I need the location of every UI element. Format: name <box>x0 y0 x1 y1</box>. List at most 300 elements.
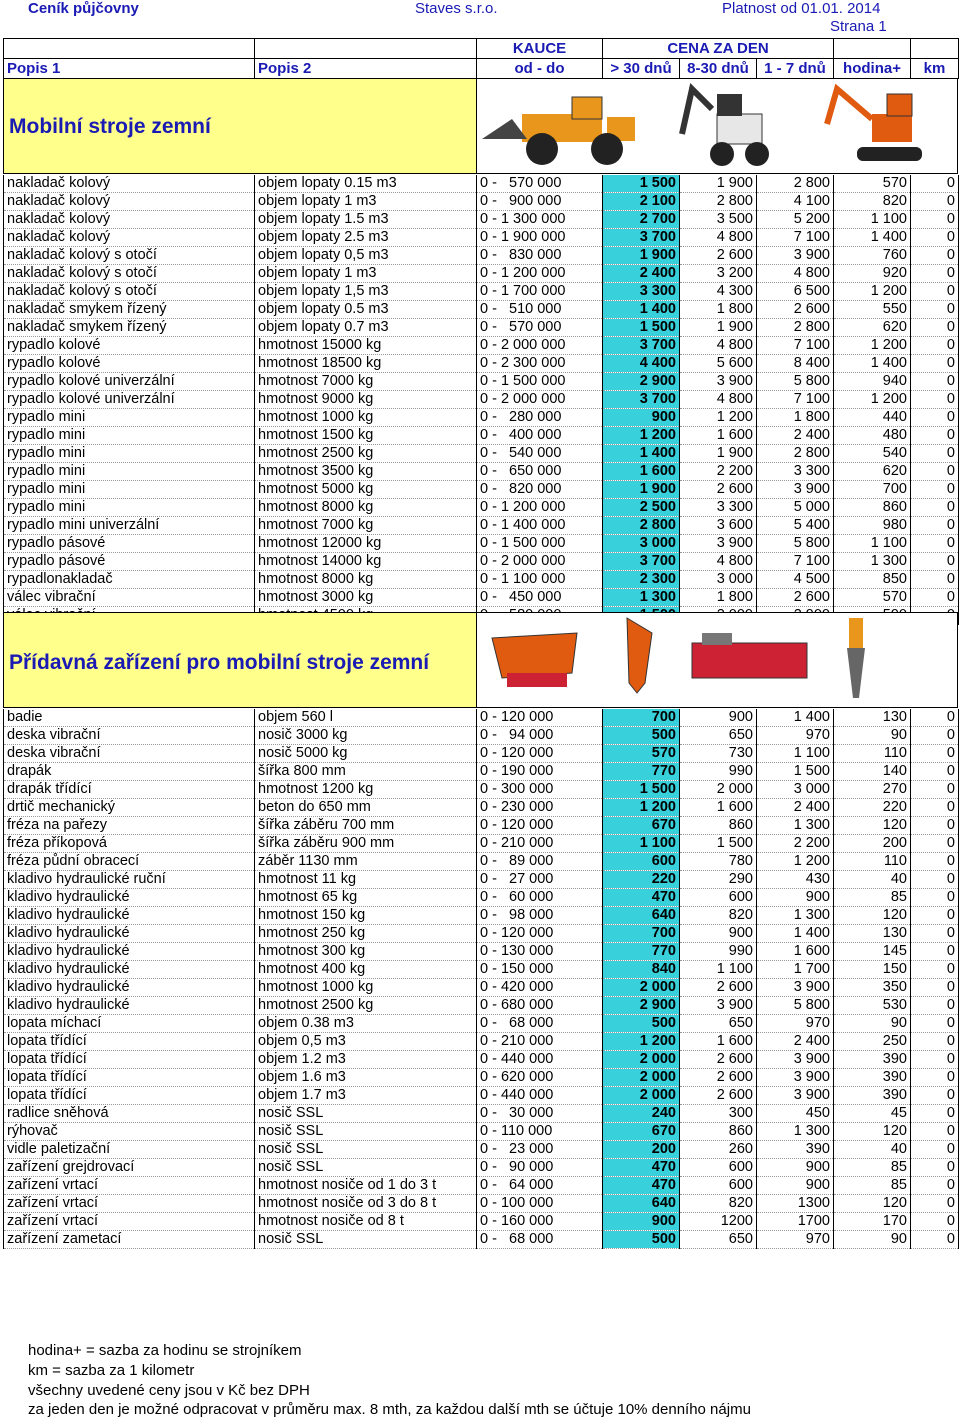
cell-price-1-7: 2 800 <box>757 319 834 337</box>
table-row <box>4 337 959 355</box>
cell-deposit: 0 - 210 000 <box>477 835 603 853</box>
cell-deposit: 0 - 300 000 <box>477 781 603 799</box>
cell-price-8-30: 990 <box>680 763 757 781</box>
cell-popis2: hmotnost 400 kg <box>255 961 477 979</box>
cell-price-km: 0 <box>911 871 959 889</box>
cell-price-km: 0 <box>911 427 959 445</box>
cell-deposit: 0 - 1 100 000 <box>477 571 603 589</box>
cell-price-hour: 40 <box>834 1141 911 1159</box>
cell-deposit: 0 - 1 700 000 <box>477 283 603 301</box>
cell-popis2: hmotnost 7000 kg <box>255 373 477 391</box>
cell-price-hour: 1 200 <box>834 283 911 301</box>
cell-price-30: 2 100 <box>603 193 680 211</box>
cell-popis1: nakladač kolový <box>4 211 255 229</box>
cell-price-km: 0 <box>911 283 959 301</box>
cell-price-km: 0 <box>911 535 959 553</box>
cell-price-30: 2 000 <box>603 1051 680 1069</box>
cell-price-8-30: 2 200 <box>680 463 757 481</box>
cell-price-1-7: 1 600 <box>757 943 834 961</box>
cell-price-hour: 40 <box>834 871 911 889</box>
cell-price-1-7: 7 100 <box>757 391 834 409</box>
cell-price-1-7: 5 400 <box>757 517 834 535</box>
cell-price-km: 0 <box>911 463 959 481</box>
cell-price-1-7: 5 800 <box>757 997 834 1015</box>
cell-popis1: kladivo hydraulické <box>4 943 255 961</box>
cell-popis2: nosič SSL <box>255 1141 477 1159</box>
cell-price-km: 0 <box>911 1087 959 1105</box>
cell-price-km: 0 <box>911 517 959 535</box>
cell-price-1-7: 970 <box>757 727 834 745</box>
cell-popis2: šířka 800 mm <box>255 763 477 781</box>
cell-deposit: 0 - 1 500 000 <box>477 373 603 391</box>
cell-deposit: 0 - 130 000 <box>477 943 603 961</box>
cell-deposit: 0 - 1 900 000 <box>477 229 603 247</box>
cell-popis1: kladivo hydraulické ruční <box>4 871 255 889</box>
cell-deposit: 0 - 2 000 000 <box>477 553 603 571</box>
cell-popis2: hmotnost 14000 kg <box>255 553 477 571</box>
table-row <box>4 535 959 553</box>
cell-price-30: 470 <box>603 1177 680 1195</box>
cell-price-30: 670 <box>603 817 680 835</box>
cell-price-8-30: 3 300 <box>680 499 757 517</box>
table-row <box>4 1033 959 1051</box>
cell-popis1: fréza půdní obracecí <box>4 853 255 871</box>
cell-price-km: 0 <box>911 763 959 781</box>
cell-price-8-30: 3 900 <box>680 535 757 553</box>
table-row <box>4 709 959 727</box>
cell-price-km: 0 <box>911 175 959 193</box>
table-row <box>4 907 959 925</box>
cell-price-km: 0 <box>911 1033 959 1051</box>
table-row <box>4 1177 959 1195</box>
cell-popis2: nosič 5000 kg <box>255 745 477 763</box>
cell-price-8-30: 650 <box>680 1015 757 1033</box>
cell-price-8-30: 600 <box>680 1159 757 1177</box>
cell-popis1: nakladač kolový s otočí <box>4 265 255 283</box>
cell-price-1-7: 2 400 <box>757 1033 834 1051</box>
cell-price-30: 770 <box>603 763 680 781</box>
table-row <box>4 1069 959 1087</box>
table-row <box>4 1213 959 1231</box>
cell-price-1-7: 2 200 <box>757 835 834 853</box>
cell-deposit: 0 - 98 000 <box>477 907 603 925</box>
cell-deposit: 0 - 230 000 <box>477 799 603 817</box>
cell-price-1-7: 970 <box>757 1231 834 1249</box>
cell-price-km: 0 <box>911 373 959 391</box>
cell-deposit: 0 - 680 000 <box>477 997 603 1015</box>
cell-price-8-30: 2 600 <box>680 979 757 997</box>
cell-price-1-7: 5 000 <box>757 499 834 517</box>
cell-popis1: zařízení zametací <box>4 1231 255 1249</box>
cell-popis1: radlice sněhová <box>4 1105 255 1123</box>
cell-price-1-7: 970 <box>757 1015 834 1033</box>
table-row <box>4 781 959 799</box>
cell-deposit: 0 - 30 000 <box>477 1105 603 1123</box>
table-row <box>4 799 959 817</box>
table-row <box>4 319 959 337</box>
cell-price-hour: 145 <box>834 943 911 961</box>
col-popis2: Popis 2 <box>255 59 477 79</box>
table-row <box>4 1087 959 1105</box>
cell-deposit: 0 - 190 000 <box>477 763 603 781</box>
table-row <box>4 193 959 211</box>
cell-price-km: 0 <box>911 247 959 265</box>
cell-price-hour: 130 <box>834 925 911 943</box>
cell-price-km: 0 <box>911 355 959 373</box>
cell-deposit: 0 - 68 000 <box>477 1231 603 1249</box>
table-row <box>4 997 959 1015</box>
cell-price-8-30: 860 <box>680 1123 757 1141</box>
cell-price-km: 0 <box>911 319 959 337</box>
cell-popis1: rypadlo pásové <box>4 535 255 553</box>
cell-price-30: 640 <box>603 1195 680 1213</box>
cell-deposit: 0 - 2 000 000 <box>477 337 603 355</box>
cell-price-km: 0 <box>911 445 959 463</box>
table-row <box>4 499 959 517</box>
cell-price-1-7: 430 <box>757 871 834 889</box>
cell-price-8-30: 2 600 <box>680 247 757 265</box>
cell-price-hour: 390 <box>834 1069 911 1087</box>
cell-popis1: drtič mechanický <box>4 799 255 817</box>
cell-price-km: 0 <box>911 1195 959 1213</box>
cell-price-8-30: 1 600 <box>680 1033 757 1051</box>
cell-deposit: 0 - 1 200 000 <box>477 499 603 517</box>
cell-price-30: 1 200 <box>603 799 680 817</box>
cell-price-1-7: 900 <box>757 1177 834 1195</box>
cell-price-km: 0 <box>911 835 959 853</box>
cell-popis2: hmotnost 250 kg <box>255 925 477 943</box>
cell-price-hour: 120 <box>834 1123 911 1141</box>
cell-popis1: zařízení vrtací <box>4 1177 255 1195</box>
cell-price-hour: 45 <box>834 1105 911 1123</box>
cell-price-8-30: 1 800 <box>680 301 757 319</box>
cell-price-hour: 1 100 <box>834 211 911 229</box>
cell-popis2: hmotnost nosiče od 3 do 8 t <box>255 1195 477 1213</box>
cell-price-hour: 220 <box>834 799 911 817</box>
cell-popis1: nakladač kolový <box>4 193 255 211</box>
cell-price-8-30: 3 000 <box>680 571 757 589</box>
table-row <box>4 1231 959 1249</box>
cell-price-30: 500 <box>603 1231 680 1249</box>
cell-popis2: hmotnost 65 kg <box>255 889 477 907</box>
cell-popis1: rýhovač <box>4 1123 255 1141</box>
cell-price-hour: 1 200 <box>834 391 911 409</box>
cell-price-km: 0 <box>911 337 959 355</box>
cell-popis2: nosič 3000 kg <box>255 727 477 745</box>
cell-price-km: 0 <box>911 997 959 1015</box>
cell-price-1-7: 4 500 <box>757 571 834 589</box>
cell-deposit: 0 - 2 000 000 <box>477 391 603 409</box>
cell-price-8-30: 1 900 <box>680 319 757 337</box>
cell-price-30: 640 <box>603 907 680 925</box>
cell-price-8-30: 650 <box>680 727 757 745</box>
cell-popis1: lopata třídící <box>4 1033 255 1051</box>
cell-price-30: 700 <box>603 709 680 727</box>
cell-popis2: šířka záběru 700 mm <box>255 817 477 835</box>
cell-price-8-30: 1 800 <box>680 589 757 607</box>
cell-popis1: drapák třídící <box>4 781 255 799</box>
footnote: km = sazba za 1 kilometr <box>28 1362 195 1379</box>
cell-popis1: fréza na pařezy <box>4 817 255 835</box>
cell-price-hour: 90 <box>834 1231 911 1249</box>
cell-deposit: 0 - 900 000 <box>477 193 603 211</box>
cell-popis2: objem lopaty 2.5 m3 <box>255 229 477 247</box>
cell-price-8-30: 780 <box>680 853 757 871</box>
cell-price-8-30: 1 900 <box>680 175 757 193</box>
cell-deposit: 0 - 23 000 <box>477 1141 603 1159</box>
table-row <box>4 391 959 409</box>
cell-popis1: válec vibrační <box>4 589 255 607</box>
table-row <box>4 553 959 571</box>
cell-price-8-30: 2 000 <box>680 781 757 799</box>
cell-price-30: 3 700 <box>603 553 680 571</box>
cell-popis2: objem 1.6 m3 <box>255 1069 477 1087</box>
cell-price-30: 1 500 <box>603 175 680 193</box>
cell-price-8-30: 2 600 <box>680 1069 757 1087</box>
cell-deposit: 0 - 280 000 <box>477 409 603 427</box>
cell-deposit: 0 - 510 000 <box>477 301 603 319</box>
cell-deposit: 0 - 420 000 <box>477 979 603 997</box>
cell-deposit: 0 - 830 000 <box>477 247 603 265</box>
cell-price-km: 0 <box>911 1177 959 1195</box>
cell-price-hour: 1 400 <box>834 355 911 373</box>
cell-popis2: nosič SSL <box>255 1123 477 1141</box>
col-hour: hodina+ <box>834 59 911 79</box>
cell-price-km: 0 <box>911 1231 959 1249</box>
table-row <box>4 1051 959 1069</box>
footnote: všechny uvedené ceny jsou v Kč bez DPH <box>28 1382 310 1399</box>
cell-popis1: rypadlo kolové <box>4 337 255 355</box>
cell-price-30: 2 800 <box>603 517 680 535</box>
cell-price-8-30: 290 <box>680 871 757 889</box>
cell-price-1-7: 1 800 <box>757 409 834 427</box>
table-row <box>4 1159 959 1177</box>
table-row <box>4 925 959 943</box>
cell-price-8-30: 3 900 <box>680 997 757 1015</box>
cell-price-30: 700 <box>603 925 680 943</box>
column-header <box>3 38 959 79</box>
table-row <box>4 745 959 763</box>
cell-price-30: 470 <box>603 889 680 907</box>
cell-price-hour: 150 <box>834 961 911 979</box>
bucket-image <box>492 633 577 687</box>
table-row <box>4 1015 959 1033</box>
cell-price-hour: 85 <box>834 1159 911 1177</box>
cell-price-hour: 530 <box>834 997 911 1015</box>
cell-popis1: rypadlo mini <box>4 445 255 463</box>
cell-price-1-7: 4 100 <box>757 193 834 211</box>
cell-popis2: beton do 650 mm <box>255 799 477 817</box>
cell-popis1: nakladač kolový <box>4 229 255 247</box>
table-row <box>4 589 959 607</box>
cell-price-1-7: 1700 <box>757 1213 834 1231</box>
cell-price-30: 2 000 <box>603 1069 680 1087</box>
cell-price-1-7: 900 <box>757 1159 834 1177</box>
table-row <box>4 835 959 853</box>
cell-price-1-7: 3 900 <box>757 1069 834 1087</box>
cell-deposit: 0 - 620 000 <box>477 1069 603 1087</box>
cell-price-km: 0 <box>911 481 959 499</box>
cell-popis2: nosič SSL <box>255 1231 477 1249</box>
mulcher-image <box>692 633 807 678</box>
cell-price-hour: 920 <box>834 265 911 283</box>
section-title: Mobilní stroje zemní <box>9 115 211 138</box>
cell-deposit: 0 - 650 000 <box>477 463 603 481</box>
cell-price-8-30: 2 600 <box>680 1051 757 1069</box>
cell-popis1: rypadlo pásové <box>4 553 255 571</box>
cell-price-8-30: 260 <box>680 1141 757 1159</box>
cell-price-km: 0 <box>911 391 959 409</box>
cell-price-hour: 120 <box>834 1195 911 1213</box>
cell-price-hour: 480 <box>834 427 911 445</box>
cell-price-30: 2 400 <box>603 265 680 283</box>
cell-price-8-30: 820 <box>680 1195 757 1213</box>
cell-price-1-7: 2 400 <box>757 799 834 817</box>
cell-price-30: 1 900 <box>603 481 680 499</box>
cell-price-km: 0 <box>911 1141 959 1159</box>
cell-price-30: 3 000 <box>603 535 680 553</box>
cell-deposit: 0 - 89 000 <box>477 853 603 871</box>
cell-price-30: 3 700 <box>603 229 680 247</box>
col-30-days: > 30 dnů <box>603 59 680 79</box>
cell-price-km: 0 <box>911 943 959 961</box>
cell-deposit: 0 - 68 000 <box>477 1015 603 1033</box>
table-row <box>4 211 959 229</box>
cell-deposit: 0 - 110 000 <box>477 1123 603 1141</box>
cell-price-8-30: 3 600 <box>680 517 757 535</box>
cell-price-km: 0 <box>911 745 959 763</box>
table-row <box>4 517 959 535</box>
cell-popis2: hmotnost 2500 kg <box>255 445 477 463</box>
cell-price-1-7: 3 000 <box>757 781 834 799</box>
cell-popis2: záběr 1130 mm <box>255 853 477 871</box>
cell-price-km: 0 <box>911 589 959 607</box>
machine-images <box>477 78 958 174</box>
cell-price-30: 1 300 <box>603 589 680 607</box>
cell-price-30: 2 700 <box>603 211 680 229</box>
cell-deposit: 0 - 540 000 <box>477 445 603 463</box>
cell-price-hour: 85 <box>834 1177 911 1195</box>
cell-price-km: 0 <box>911 853 959 871</box>
cell-deposit: 0 - 440 000 <box>477 1051 603 1069</box>
cell-price-hour: 540 <box>834 445 911 463</box>
cell-price-30: 1 200 <box>603 1033 680 1051</box>
cell-price-30: 1 900 <box>603 247 680 265</box>
cell-price-hour: 250 <box>834 1033 911 1051</box>
cell-price-8-30: 3 200 <box>680 265 757 283</box>
table-row <box>4 571 959 589</box>
footnote: za jeden den je možné odpracovat v průměru max. 8 mth, za každou další mth se účtuje 10% denního nájmu <box>28 1401 751 1418</box>
cell-price-8-30: 900 <box>680 709 757 727</box>
cell-price-1-7: 900 <box>757 889 834 907</box>
cell-popis1: kladivo hydraulické <box>4 997 255 1015</box>
cell-price-hour: 570 <box>834 589 911 607</box>
cell-price-hour: 120 <box>834 907 911 925</box>
cell-price-km: 0 <box>911 229 959 247</box>
cell-price-km: 0 <box>911 889 959 907</box>
cell-price-hour: 200 <box>834 835 911 853</box>
cell-price-8-30: 5 600 <box>680 355 757 373</box>
cell-price-1-7: 3 900 <box>757 481 834 499</box>
cell-popis2: objem lopaty 0.15 m3 <box>255 175 477 193</box>
cell-deposit: 0 - 1 400 000 <box>477 517 603 535</box>
machines-table <box>3 175 959 625</box>
cell-price-1-7: 1 100 <box>757 745 834 763</box>
cell-price-30: 770 <box>603 943 680 961</box>
table-row <box>4 1123 959 1141</box>
cell-popis1: badie <box>4 709 255 727</box>
cell-deposit: 0 - 2 300 000 <box>477 355 603 373</box>
cell-price-1-7: 1 500 <box>757 763 834 781</box>
cell-price-1-7: 1 300 <box>757 817 834 835</box>
cell-price-8-30: 2 600 <box>680 481 757 499</box>
cell-price-30: 2 500 <box>603 499 680 517</box>
cell-price-30: 840 <box>603 961 680 979</box>
cell-price-1-7: 3 900 <box>757 1051 834 1069</box>
hydraulic-hammer-image <box>627 618 652 693</box>
cell-popis1: rypadlo kolové <box>4 355 255 373</box>
cell-price-km: 0 <box>911 1213 959 1231</box>
col-1-7-days: 1 - 7 dnů <box>757 59 834 79</box>
table-row <box>4 283 959 301</box>
cell-price-1-7: 4 800 <box>757 265 834 283</box>
table-row <box>4 175 959 193</box>
cell-price-30: 2 000 <box>603 1087 680 1105</box>
cell-popis2: objem 1.2 m3 <box>255 1051 477 1069</box>
cell-popis2: hmotnost 9000 kg <box>255 391 477 409</box>
cell-price-8-30: 300 <box>680 1105 757 1123</box>
cell-popis1: rypadlo mini <box>4 481 255 499</box>
cell-price-30: 3 300 <box>603 283 680 301</box>
cell-popis1: rypadlonakladač <box>4 571 255 589</box>
col-od-do: od - do <box>477 59 603 79</box>
cell-price-hour: 1 200 <box>834 337 911 355</box>
cell-price-hour: 1 300 <box>834 553 911 571</box>
cell-price-8-30: 1 200 <box>680 409 757 427</box>
cell-price-8-30: 3 500 <box>680 211 757 229</box>
cell-popis1: fréza příkopová <box>4 835 255 853</box>
cell-price-km: 0 <box>911 1051 959 1069</box>
cell-popis1: drapák <box>4 763 255 781</box>
auger-image <box>847 618 865 698</box>
cell-price-8-30: 1 600 <box>680 799 757 817</box>
cell-price-km: 0 <box>911 1105 959 1123</box>
cell-price-km: 0 <box>911 709 959 727</box>
cell-deposit: 0 - 120 000 <box>477 817 603 835</box>
attachment-images <box>477 612 958 708</box>
cell-deposit: 0 - 90 000 <box>477 1159 603 1177</box>
table-row <box>4 265 959 283</box>
cell-price-km: 0 <box>911 979 959 997</box>
cell-price-hour: 440 <box>834 409 911 427</box>
table-row <box>4 889 959 907</box>
cell-price-8-30: 4 800 <box>680 553 757 571</box>
cell-popis2: hmotnost 12000 kg <box>255 535 477 553</box>
cell-price-hour: 110 <box>834 745 911 763</box>
cell-popis1: deska vibrační <box>4 745 255 763</box>
cell-price-30: 1 400 <box>603 445 680 463</box>
cell-popis2: objem lopaty 1,5 m3 <box>255 283 477 301</box>
cell-popis2: objem lopaty 1 m3 <box>255 193 477 211</box>
cell-popis1: vidle paletizační <box>4 1141 255 1159</box>
cell-price-km: 0 <box>911 1069 959 1087</box>
cell-price-km: 0 <box>911 553 959 571</box>
cell-popis2: hmotnost 3000 kg <box>255 589 477 607</box>
cell-price-8-30: 1 100 <box>680 961 757 979</box>
cell-price-hour: 90 <box>834 727 911 745</box>
cell-price-30: 3 700 <box>603 337 680 355</box>
cell-price-km: 0 <box>911 571 959 589</box>
